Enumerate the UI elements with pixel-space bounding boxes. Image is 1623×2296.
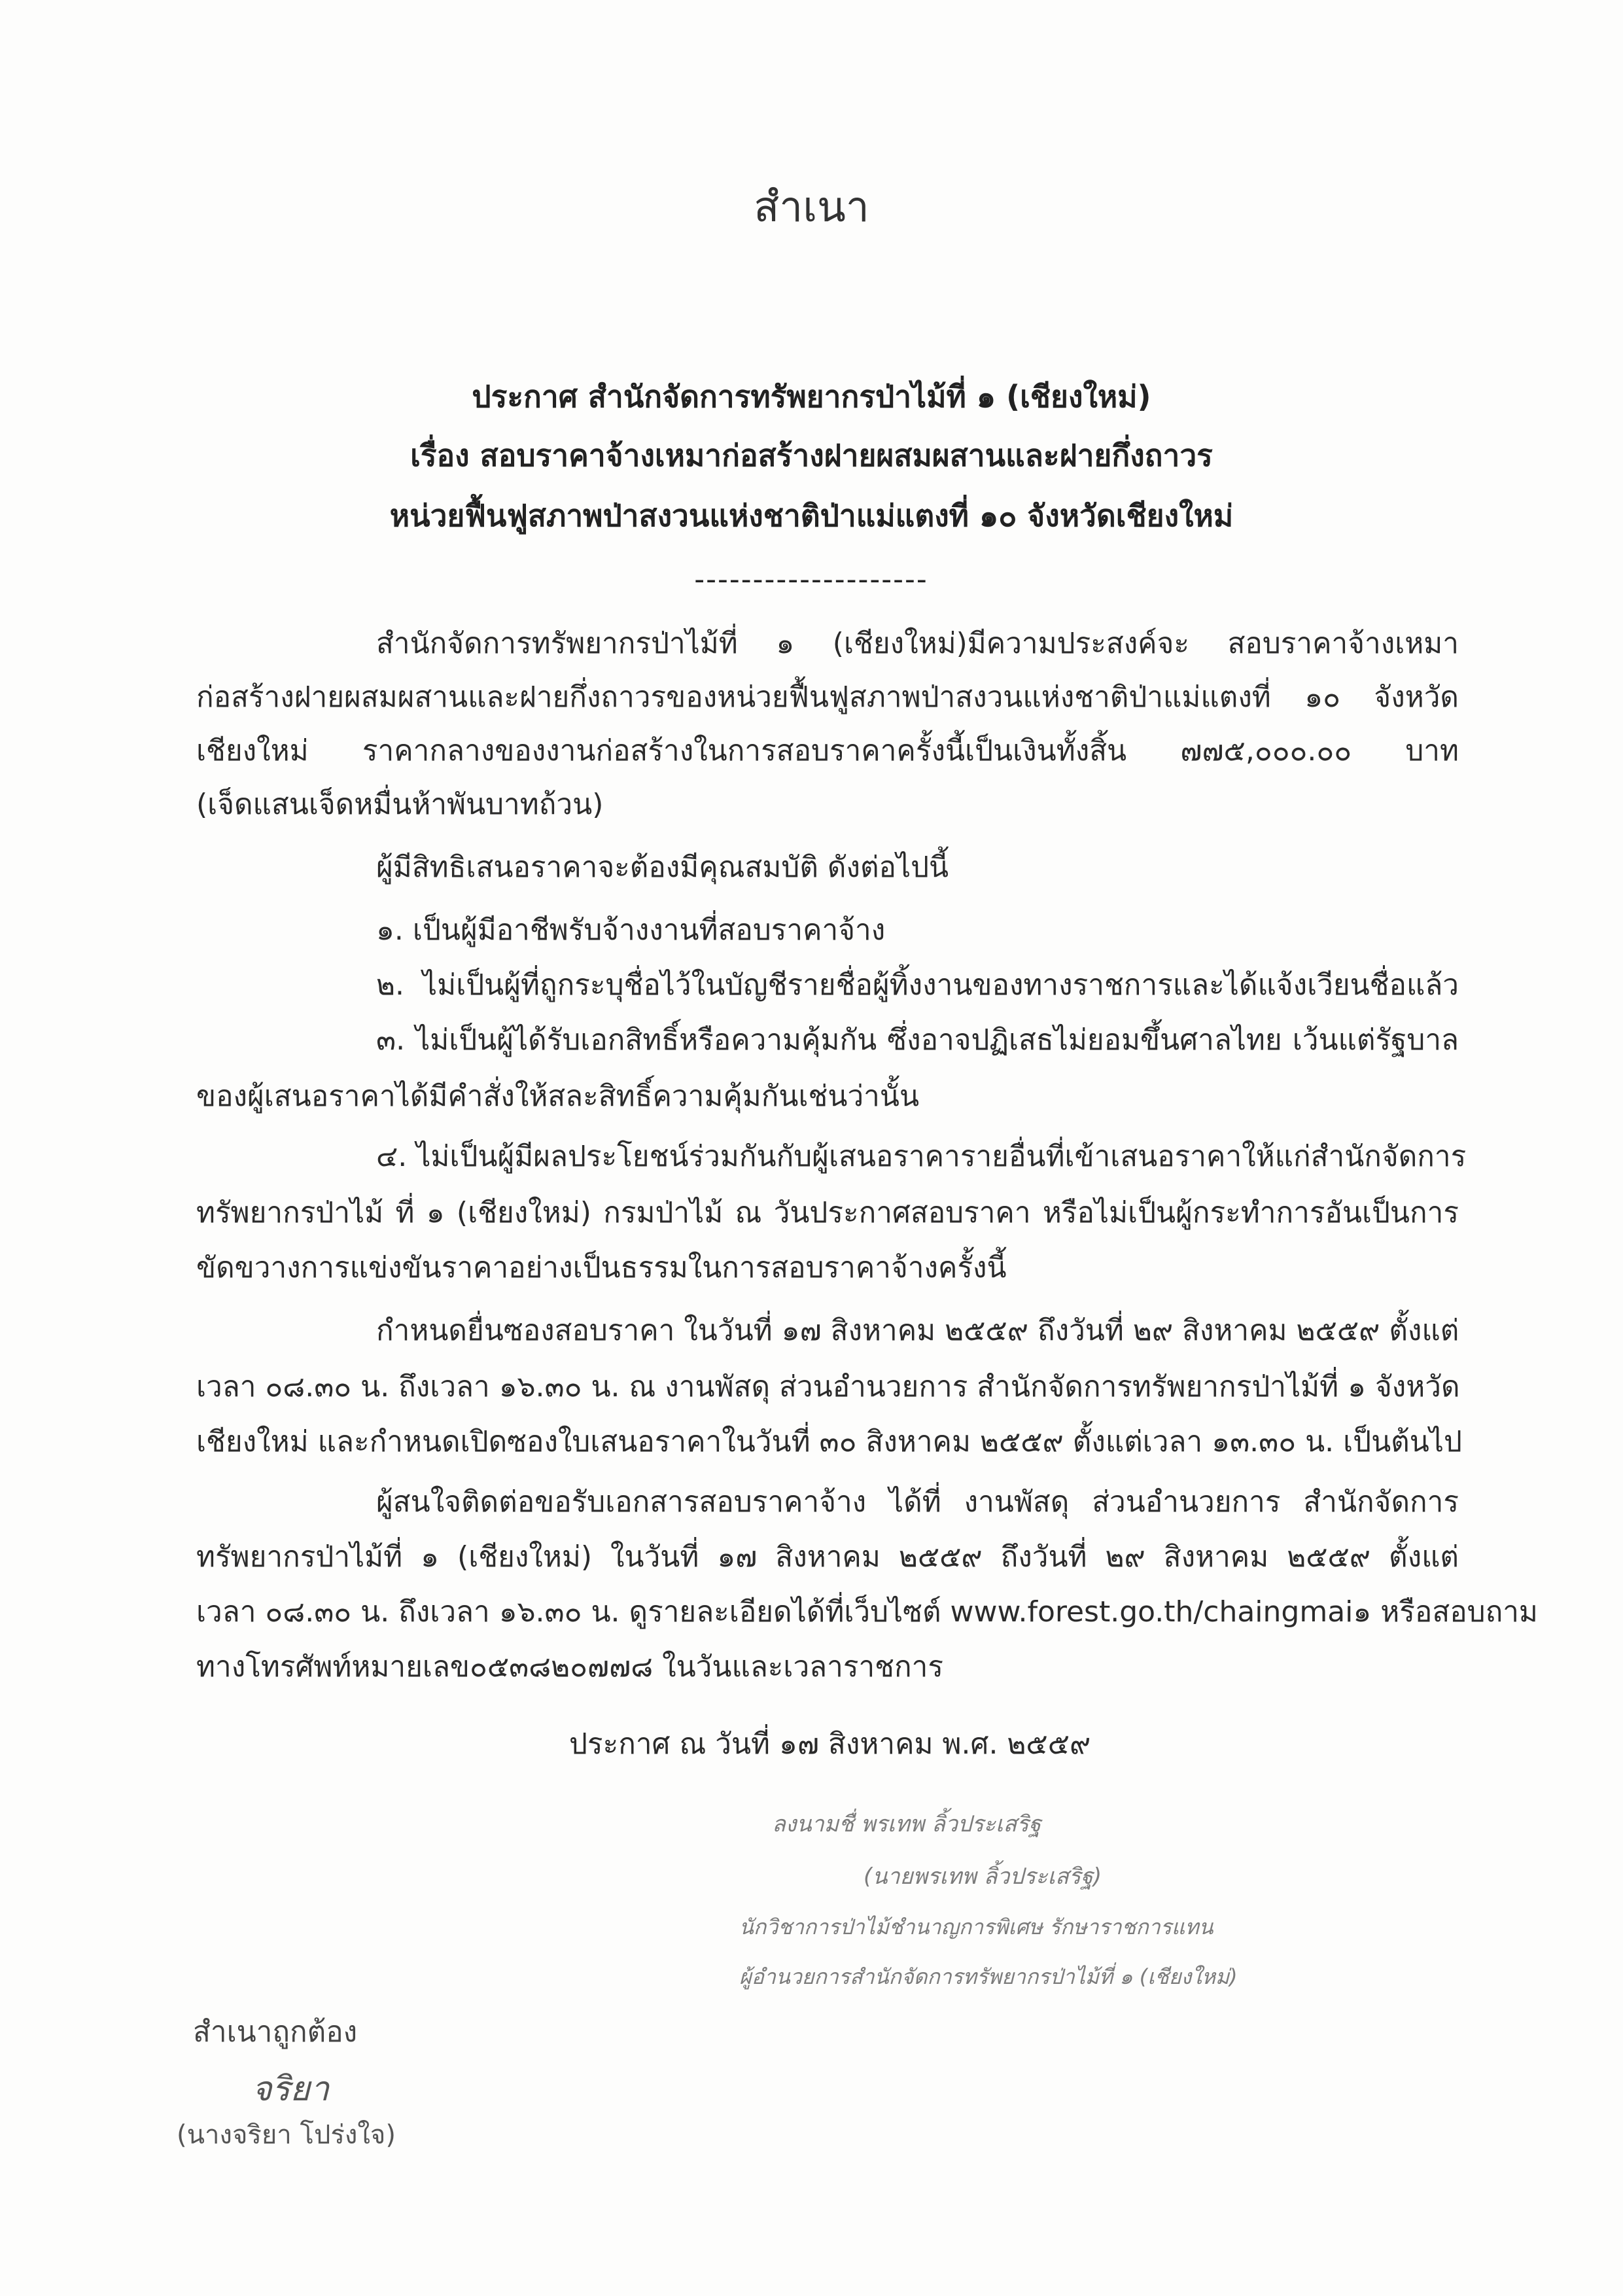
body-line: ๓. ไม่เป็นผู้ได้รับเอกสิทธิ์หรือความคุ้มกัน ซึ่งอาจปฏิเสธไม่ยอมขึ้นศาลไทย เว้นแต่รัฐบาล xyxy=(376,1023,1459,1057)
signature-signed: ลงนามชื่ พรเทพ ลิ้วประเสริฐ xyxy=(772,1811,1041,1837)
body-line: ขัดขวางการแข่งขันราคาอย่างเป็นธรรมในการสอบราคาจ้างครั้งนี้ xyxy=(196,1251,1007,1284)
signature-position-1: นักวิชาการป่าไม้ชำนาญการพิเศษ รักษาราชการแทน xyxy=(739,1915,1213,1939)
heading-line-2: เรื่อง สอบราคาจ้างเหมาก่อสร้างฝายผสมผสานและฝายกึ่งถาวร xyxy=(410,438,1213,473)
body-line: (เจ็ดแสนเจ็ดหมื่นห้าพันบาทถ้วน) xyxy=(196,788,604,821)
certified-name: (นางจริยา โปร่งใจ) xyxy=(177,2120,396,2150)
body-line: ๑. เป็นผู้มีอาชีพรับจ้างงานที่สอบราคาจ้าง xyxy=(376,913,886,947)
divider: -------------------- xyxy=(694,563,928,596)
body-line: ทรัพยากรป่าไม้ ที่ ๑ (เชียงใหม่) กรมป่าไม้ ณ วันประกาศสอบราคา หรือไม่เป็นผู้กระทำการอันเป็นการ xyxy=(196,1196,1459,1229)
body-line: ของผู้เสนอราคาได้มีคำสั่งให้สละสิทธิ์ความคุ้มกันเช่นว่านั้น xyxy=(196,1080,920,1113)
body-line: ผู้สนใจติดต่อขอรับเอกสารสอบราคาจ้าง ได้ที่ งานพัสดุ ส่วนอำนวยการ สำนักจัดการ xyxy=(376,1485,1459,1519)
body-line: เชียงใหม่ ราคากลางของงานก่อสร้างในการสอบราคาครั้งนี้เป็นเงินทั้งสิ้น ๗๗๕,๐๐๐.๐๐ บาท xyxy=(196,734,1459,768)
heading-line-3: หน่วยฟื้นฟูสภาพป่าสงวนแห่งชาติป่าแม่แตงที่ ๑๐ จังหวัดเชียงใหม่ xyxy=(389,498,1234,533)
body-line: ทรัพยากรป่าไม้ที่ ๑ (เชียงใหม่) ในวันที่ ๑๗ สิงหาคม ๒๕๕๙ ถึงวันที่ ๒๙ สิงหาคม ๒๕๕๙ ตั้งแต่ xyxy=(196,1540,1459,1574)
certified-initials: จริยา xyxy=(252,2070,330,2109)
body-line: ก่อสร้างฝายผสมผสานและฝายกึ่งถาวรของหน่วยฟื้นฟูสภาพป่าสงวนแห่งชาติป่าแม่แตงที่ ๑๐ จังหวัด xyxy=(196,680,1459,714)
copy-mark: สำเนา xyxy=(754,183,869,232)
body-line: กำหนดยื่นซองสอบราคา ในวันที่ ๑๗ สิงหาคม ๒๕๕๙ ถึงวันที่ ๒๙ สิงหาคม ๒๕๕๙ ตั้งแต่ xyxy=(376,1314,1459,1347)
body-line: เวลา ๐๘.๓๐ น. ถึงเวลา ๑๖.๓๐ น. ดูรายละเอียดได้ที่เว็บไซต์ www.forest.go.th/chaingmai๑ หรือสอบถาม xyxy=(196,1595,1538,1629)
announcement-date: ประกาศ ณ วันที่ ๑๗ สิงหาคม พ.ศ. ๒๕๕๙ xyxy=(569,1727,1091,1761)
heading-line-1: ประกาศ สำนักจัดการทรัพยากรป่าไม้ที่ ๑ (เชียงใหม่) xyxy=(472,379,1151,414)
body-line: เชียงใหม่ และกำหนดเปิดซองใบเสนอราคาในวันที่ ๓๐ สิงหาคม ๒๕๕๙ ตั้งแต่เวลา ๑๓.๓๐ น. เป็นต้นไป xyxy=(196,1425,1462,1458)
certified-copy-label: สำเนาถูกต้อง xyxy=(193,2015,358,2049)
body-line: ผู้มีสิทธิเสนอราคาจะต้องมีคุณสมบัติ ดังต่อไปนี้ xyxy=(376,851,949,884)
body-line: ๔. ไม่เป็นผู้มีผลประโยชน์ร่วมกันกับผู้เสนอราคารายอื่นที่เข้าเสนอราคาให้แก่สำนักจัดการ xyxy=(376,1140,1467,1173)
body-line: ทางโทรศัพท์หมายเลข๐๕๓๘๒๐๗๗๘ ในวันและเวลาราชการ xyxy=(196,1650,944,1684)
body-line: สำนักจัดการทรัพยากรป่าไม้ที่ ๑ (เชียงใหม่)มีความประสงค์จะ สอบราคาจ้างเหมา xyxy=(376,627,1459,660)
body-line: เวลา ๐๘.๓๐ น. ถึงเวลา ๑๖.๓๐ น. ณ งานพัสดุ ส่วนอำนวยการ สำนักจัดการทรัพยากรป่าไม้ที่ ๑ จังหวัด xyxy=(196,1370,1460,1404)
signature-position-2: ผู้อำนวยการสำนักจัดการทรัพยากรป่าไม้ที่ ๑ (เชียงใหม่) xyxy=(739,1964,1238,1989)
body-line: ๒. ไม่เป็นผู้ที่ถูกระบุชื่อไว้ในบัญชีรายชื่อผู้ทิ้งงานของทางราชการและได้แจ้งเวียนชื่อแล้ว xyxy=(376,968,1459,1002)
signature-name: (นายพรเทพ ลิ้วประเสริฐ) xyxy=(864,1863,1102,1890)
